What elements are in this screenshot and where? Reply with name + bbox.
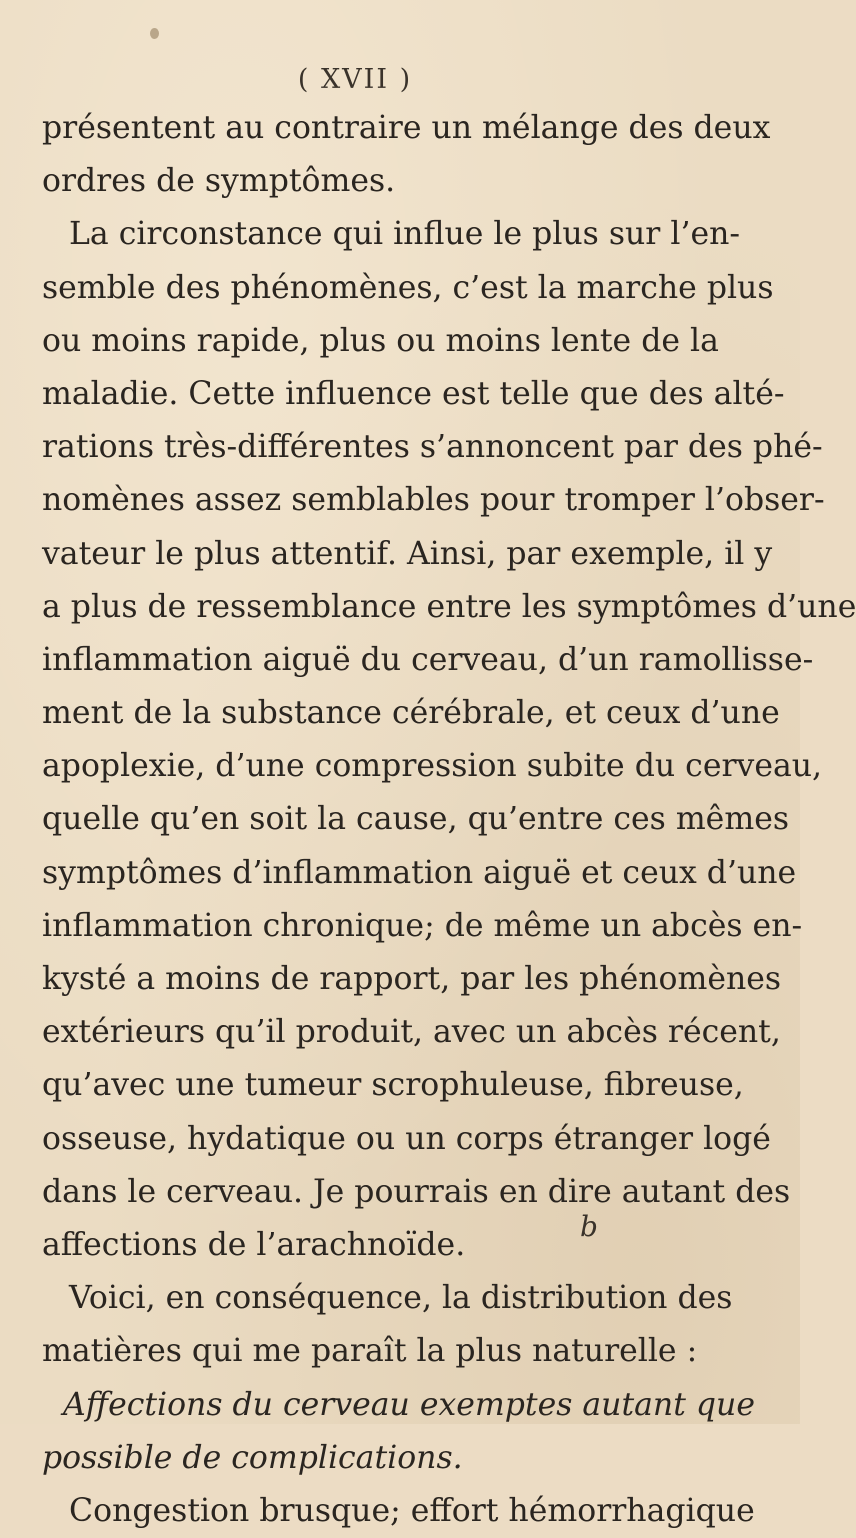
text-line: présentent au contraire un mélange des deux — [42, 110, 771, 146]
body-text — [42, 102, 856, 1538]
text-line: inflammation aiguë du cerveau, d’un ramollisse- — [42, 641, 814, 678]
text-line: maladie. Cette influence est telle que des alté- — [42, 375, 785, 412]
text-line: nomènes assez semblables pour tromper l’obser- — [42, 482, 825, 519]
text-line: symptômes d’inflammation aiguë et ceux d’une — [42, 854, 797, 891]
text-line: quelle qu’en soit la cause, qu’entre ces mêmes — [42, 801, 790, 838]
text-line: semble des phénomènes, c’est la marche plus — [42, 269, 774, 306]
signature-mark: b — [580, 1210, 598, 1243]
text-line: dans le cerveau. Je pourrais en dire autant des — [42, 1173, 791, 1210]
text-line: apoplexie, d’une compression subite du cerveau, — [42, 748, 823, 785]
text-line: vateur le plus attentif. Ainsi, par exemple, il y — [42, 535, 773, 572]
text-line: osseuse, hydatique ou un corps étranger logé — [42, 1120, 771, 1157]
text-line: ordres de symptômes. — [42, 163, 396, 200]
paper-speck — [150, 28, 159, 39]
text-line: rations très-différentes s’annoncent par des phé- — [42, 429, 823, 466]
text-line: kysté a moins de rapport, par les phénomènes — [42, 961, 782, 997]
paragraph-start-line: La circonstance qui influe le plus sur l’en- — [69, 216, 741, 253]
text-line: extérieurs qu’il produit, avec un abcès récent, — [42, 1014, 781, 1051]
paragraph-start-line: Congestion brusque; effort hémorrhagique — [69, 1492, 755, 1529]
text-line: matières qui me paraît la plus naturelle : — [42, 1333, 698, 1370]
text-line: ment de la substance cérébrale, et ceux d’une — [42, 695, 780, 732]
text-line: qu’avec une tumeur scrophuleuse, fibreuse, — [42, 1067, 744, 1104]
page-number: ( XVII ) — [297, 64, 413, 95]
text-line: a plus de ressemblance entre les symptômes d’une — [42, 588, 856, 625]
text-line: affections de l’arachnoïde. — [42, 1226, 466, 1263]
section-heading-line: Affections du cerveau exemptes autant que — [63, 1386, 755, 1423]
section-heading-line: possible de complications. — [42, 1439, 463, 1476]
text-line: ou moins rapide, plus ou moins lente de la — [42, 322, 719, 359]
paragraph-start-line: Voici, en conséquence, la distribution des — [69, 1280, 733, 1317]
text-line: inflammation chronique; de même un abcès en- — [42, 907, 803, 944]
